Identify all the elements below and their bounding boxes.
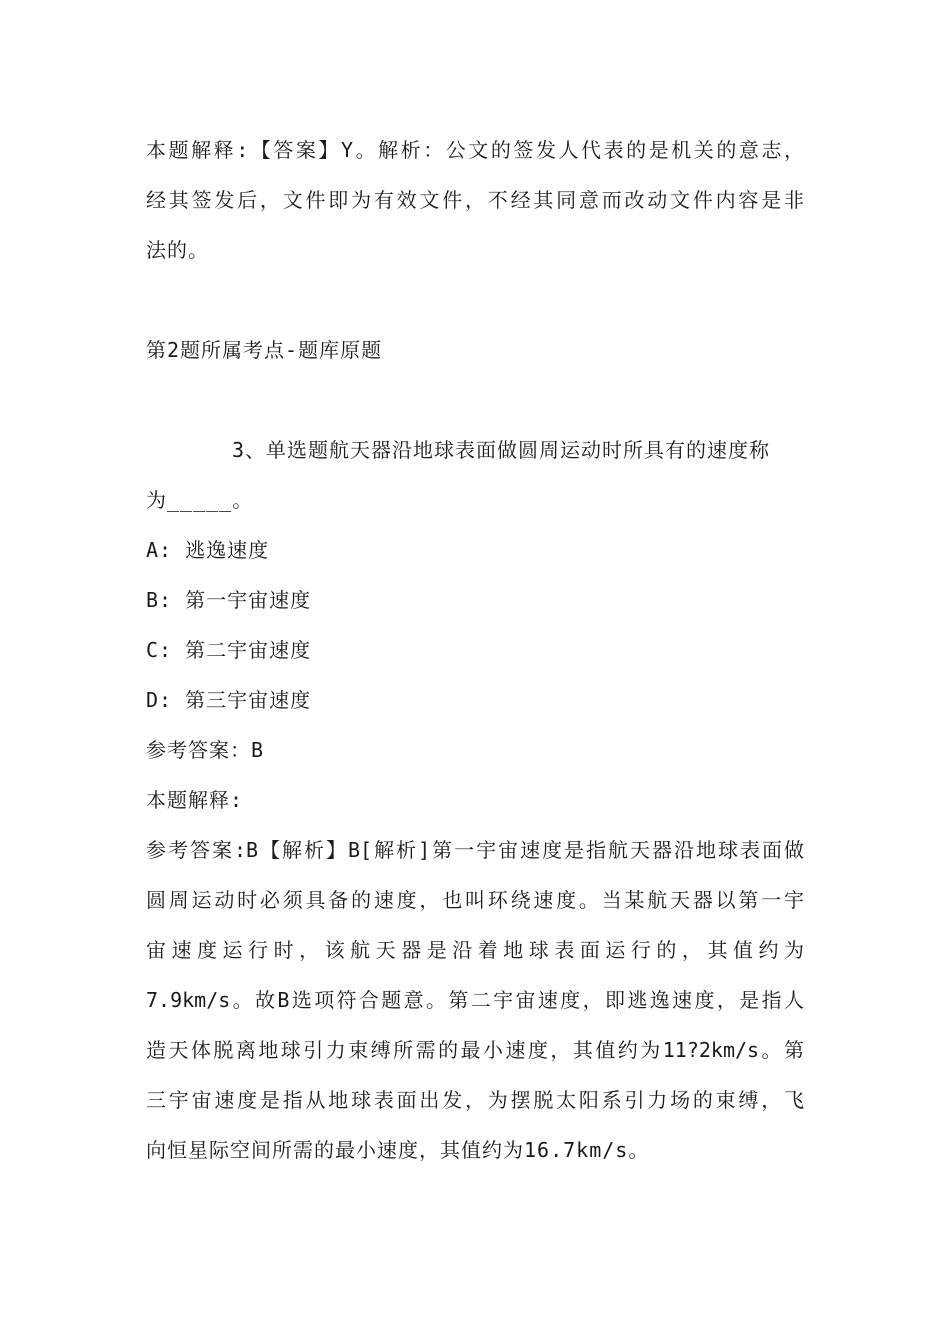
q2-topic: 第2题所属考点-题库原题 (146, 338, 383, 362)
q3-explanation-line-2: 圆周运动时必须具备的速度，也叫环绕速度。当某航天器以第一宇 (146, 888, 804, 912)
q2-explanation-line-3: 法的。 (146, 238, 209, 262)
q3-answer: 参考答案：B (146, 738, 265, 762)
q3-stem-line-2: 为_____。 (146, 488, 254, 512)
q3-option-d: D: 第三宇宙速度 (146, 688, 312, 712)
q2-explanation-line-1: 本题解释:【答案】Y。解析：公文的签发人代表的是机关的意志， (146, 138, 804, 162)
q3-explanation-line-5: 造天体脱离地球引力束缚所需的最小速度，其值约为11?2km/s。第 (146, 1038, 804, 1062)
q3-option-c: C: 第二宇宙速度 (146, 638, 312, 662)
q3-option-a: A: 逃逸速度 (146, 538, 270, 562)
q3-explanation-line-1: 参考答案:B【解析】B[解析]第一宇宙速度是指航天器沿地球表面做 (146, 838, 804, 862)
q3-explanation-line-4: 7.9km/s。故B选项符合题意。第二宇宙速度，即逃逸速度，是指人 (146, 988, 804, 1012)
q2-explanation-line-2: 经其签发后，文件即为有效文件，不经其同意而改动文件内容是非 (146, 188, 804, 212)
q3-stem-line-1: 3、单选题航天器沿地球表面做圆周运动时所具有的速度称 (232, 438, 771, 462)
q3-option-b: B: 第一宇宙速度 (146, 588, 312, 612)
q3-explanation-line-7: 向恒星际空间所需的最小速度，其值约为16.7km/s。 (146, 1138, 650, 1162)
q3-explanation-line-3: 宙速度运行时，该航天器是沿着地球表面运行的，其值约为 (146, 938, 804, 962)
q3-explanation-heading: 本题解释: (146, 788, 244, 812)
q3-explanation-line-6: 三宇宙速度是指从地球表面出发，为摆脱太阳系引力场的束缚，飞 (146, 1088, 804, 1112)
